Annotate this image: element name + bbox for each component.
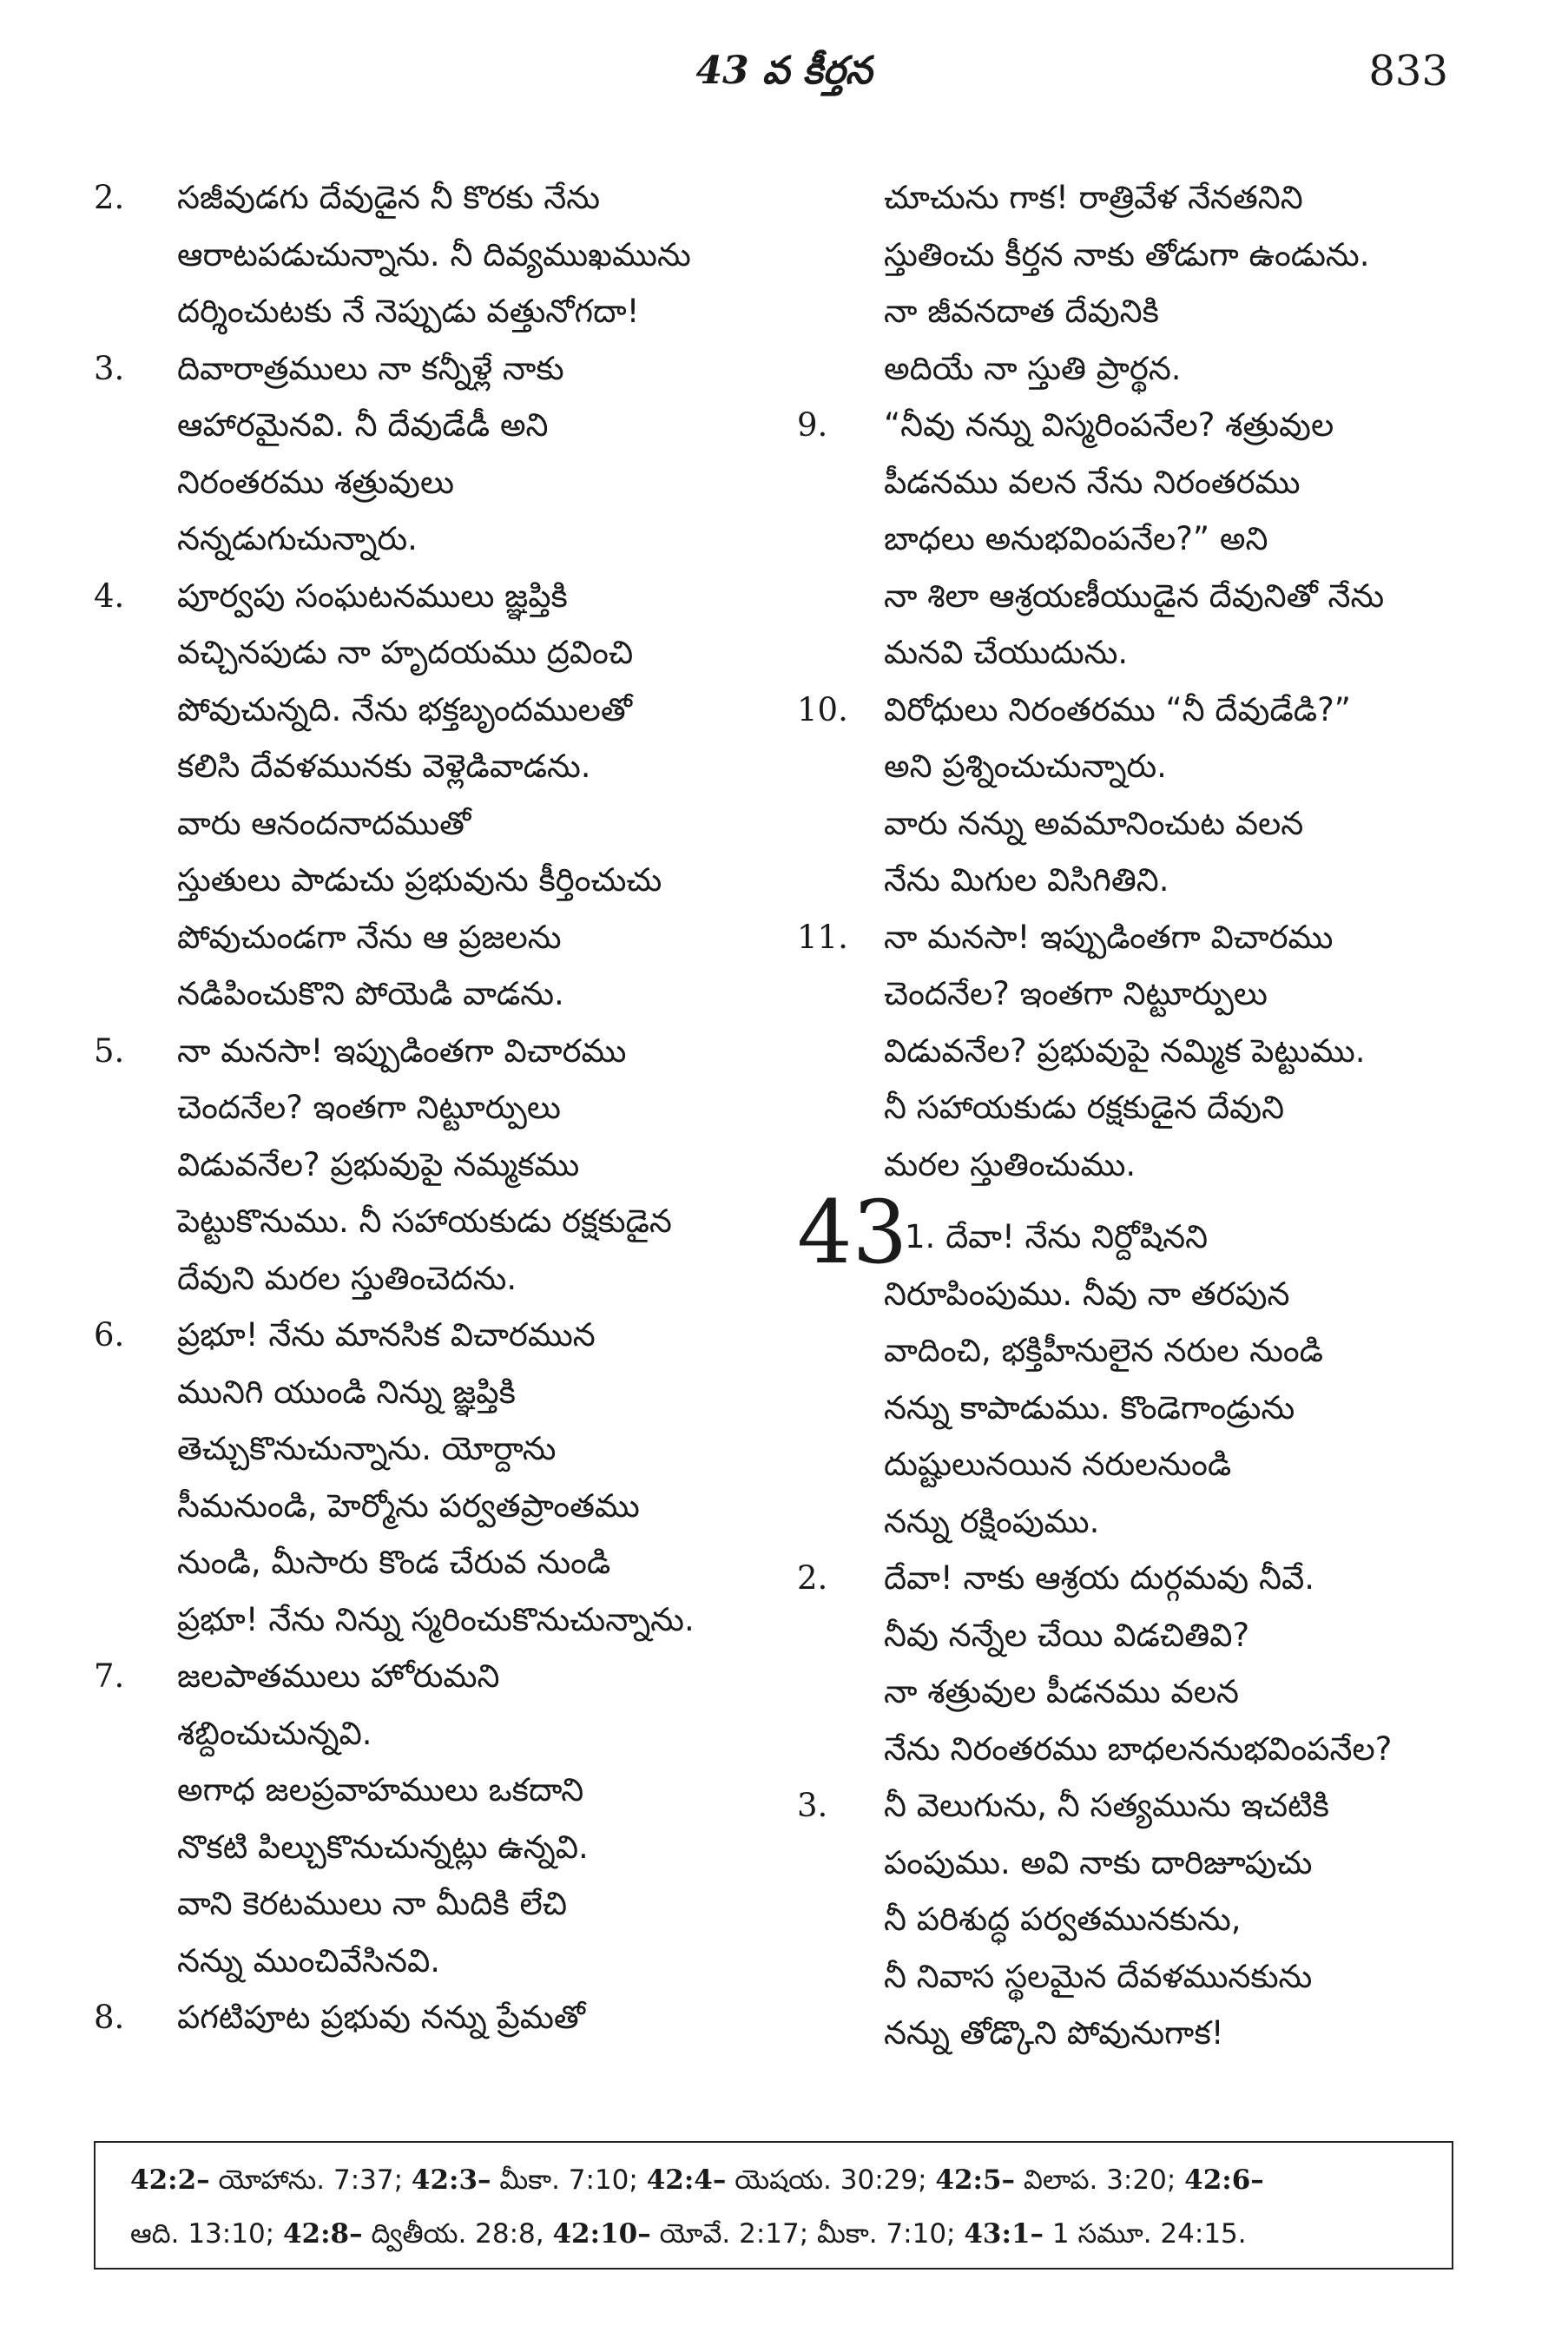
verse-line: నీ పరిశుద్ధ పర్వతమునకును, [884, 1901, 1242, 1938]
verse-line: నడిపించుకొని పోయెడి వాడను. [177, 975, 564, 1012]
verse-line: సీమనుండి, హెర్మోను పర్వతప్రాంతము [177, 1486, 640, 1525]
verse-line: నేను మిగుల విసిగితిని. [884, 861, 1169, 899]
verse-number: 7. [94, 1657, 125, 1695]
verse-line: దర్శించుటకు నే నెప్పుడు వత్తునోగదా! [177, 293, 640, 330]
verse-block [94, 1648, 757, 1989]
verse-block [94, 1989, 757, 2046]
verse-number: 5. [94, 1031, 125, 1070]
verse-line: కలిసి దేవళమునకు వెళ్లెడివాడను. [177, 748, 591, 785]
verse-line: నుండి, మీసారు కొండ చేరువ నుండి [177, 1544, 611, 1581]
verse-line: జలపాతములు హోరుమని [177, 1657, 500, 1695]
verse-line: దివారాత్రములు నా కన్నీళ్లే నాకు [177, 349, 564, 387]
verse-block [94, 1307, 757, 1648]
verse-line: నీ నివాస స్థలమైన దేవళమునకును [884, 1957, 1313, 1995]
verse-line: ఆహారమైనవి. నీ దేవుడేడీ అని [177, 406, 549, 444]
verse-line: అని ప్రశ్నించుచున్నారు. [884, 748, 1167, 785]
footnote-text: మీకా. 7:10; [491, 2164, 647, 2196]
verse-line: నొకటి పిల్చుకొనుచున్నట్లు ఉన్నవి. [177, 1828, 589, 1866]
verse-block [797, 1550, 1453, 1777]
verse-block [94, 1023, 757, 1308]
right-column [797, 169, 1453, 2062]
verse-block [797, 682, 1453, 909]
footnote-text: ద్వితీయ. 28:8, [362, 2218, 553, 2250]
verse-line: అగాధ జలప్రవాహములు ఒకదాని [177, 1771, 584, 1808]
footnote-text: యోహాను. 7:37; [209, 2164, 412, 2196]
verse-number: 9. [797, 406, 828, 444]
verse-number: 3. [94, 349, 125, 387]
footnote-text: యోవే. 2:17; మీకా. 7:10; [650, 2218, 965, 2250]
verse-line: నిరూపింపుము. నీవు నా తరపున [884, 1275, 1290, 1313]
verse-line: బాధలు అనుభవింపనేల?” అని [884, 520, 1268, 557]
verse-block [797, 397, 1453, 682]
chapter-number: 43 [797, 1182, 908, 1283]
verse-line: ఆరాటపడుచున్నాను. నీ దివ్యముఖమును [177, 235, 691, 273]
page-number: 833 [1368, 47, 1448, 96]
verse-line: నన్ను రక్షింపుము. [884, 1502, 1100, 1540]
footnote-text: యెషయ. 30:29; [726, 2164, 936, 2196]
verse-block [800, 169, 1453, 397]
verse-line: పోవుచున్నది. నేను భక్తబృందములతో [177, 690, 633, 728]
verse-line: విరోధులు నిరంతరము “నీ దేవుడేడి?” [884, 690, 1351, 728]
verse-block [94, 169, 757, 340]
verse-line: దేవా! నాకు ఆశ్రయ దుర్గమవు నీవే. [884, 1559, 1315, 1597]
footnote-ref: 42:2– [130, 2164, 210, 2196]
verse-line: చెందనేల? ఇంతగా నిట్టూర్పులు [177, 1089, 561, 1126]
footnote-text: విలాప. 3:20; [1015, 2164, 1185, 2196]
left-column [94, 169, 757, 2046]
verse-line: ప్రభూ! నేను నిన్ను స్మరించుకొనుచున్నాను. [177, 1600, 695, 1638]
verse-line: తెచ్చుకొనుచున్నాను. యోర్దాను [177, 1430, 557, 1467]
verse-line: మునిగి యుండి నిన్ను జ్ఞప్తికి [177, 1373, 516, 1411]
verse-number: 10. [797, 690, 848, 728]
verse-line: సజీవుడగు దేవుడైన నీ కొరకు నేను [177, 179, 601, 216]
verse-line: నేను నిరంతరము బాధలననుభవింపనేల? [884, 1729, 1393, 1768]
footnote-box [94, 2141, 1453, 2270]
verse-line: 1. దేవా! నేను నిర్దోషినని [905, 1218, 1209, 1255]
footnote-ref: 42:10– [552, 2218, 651, 2250]
verse-line: విడువనేల? ప్రభువుపై నమ్మకము [177, 1145, 580, 1183]
footnote-ref: 42:3– [411, 2164, 491, 2196]
footnote-ref: 42:4– [646, 2164, 727, 2196]
chapter-43-start [797, 1182, 1453, 1550]
verse-line: ప్రభూ! నేను మానసిక విచారమున [177, 1316, 596, 1354]
verse-line: వారు నన్ను అవమానించుట వలన [884, 804, 1304, 842]
page-title: 43 వ కీర్తన [695, 49, 873, 93]
verse-block [94, 568, 757, 1023]
verse-number: 8. [94, 1999, 125, 2036]
verse-block [797, 1777, 1453, 2062]
verse-number: 4. [94, 576, 125, 615]
verse-line: అదియే నా స్తుతి ప్రార్థన. [884, 349, 1182, 387]
verse-line: పూర్వపు సంఘటనములు జ్ఞప్తికి [177, 576, 568, 615]
verse-line: నా మనసా! ఇప్పుడింతగా విచారము [177, 1031, 627, 1070]
verse-line: చూచును గాక! రాత్రివేళ నేనతనిని [884, 179, 1303, 216]
verse-number: 11. [797, 918, 848, 956]
footnote-ref: 42:5– [935, 2164, 1016, 2196]
footnote-line [130, 2207, 1417, 2261]
verse-line: వచ్చినపుడు నా హృదయము ద్రవించి [177, 634, 634, 671]
verse-line: విడువనేల? ప్రభువుపై నమ్మిక పెట్టుము. [884, 1031, 1366, 1070]
footnote-text: 1 సమూ. 24:15. [1044, 2218, 1247, 2250]
verse-number: 3. [797, 1787, 828, 1824]
verse-line: పెట్టుకొనుము. నీ సహాయకుడు రక్షకుడైన [177, 1202, 672, 1240]
verse-line: స్తుతించు కీర్తన నాకు తోడుగా ఉండును. [884, 235, 1370, 273]
verse-number: 2. [94, 179, 125, 216]
verse-line: స్తుతులు పాడుచు ప్రభువును కీర్తించుచు [177, 861, 662, 899]
verse-line: చెందనేల? ఇంతగా నిట్టూర్పులు [884, 975, 1268, 1012]
footnote-line [130, 2153, 1417, 2207]
verse-block [797, 909, 1453, 1194]
verse-line: వారు ఆనందనాదముతో [177, 804, 471, 842]
verse-line: నా శిలా ఆశ్రయణీయుడైన దేవునితో నేను [884, 576, 1385, 615]
verse-line: పోవుచుండగా నేను ఆ ప్రజలను [177, 918, 562, 956]
verse-line: పీడనము వలన నేను నిరంతరము [884, 463, 1301, 501]
verse-line: నన్నడుగుచున్నారు. [177, 520, 418, 557]
verse-line: “నీవు నన్ను విస్మరింపనేల? శత్రువుల [884, 406, 1334, 444]
verse-line: మరల స్తుతించుము. [884, 1145, 1136, 1183]
verse-line: వాదించి, భక్తిహీనులైన నరుల నుండి [884, 1332, 1324, 1369]
footnote-text: ఆది. 13:10; [130, 2218, 283, 2250]
verse-line: దుష్టులునయిన నరులనుండి [884, 1446, 1232, 1483]
verse-number: 6. [94, 1316, 125, 1354]
footnote-ref: 43:1– [964, 2218, 1044, 2250]
verse-line: నిరంతరము శత్రువులు [177, 463, 455, 501]
verse-line: నీ వెలుగును, నీ సత్యమును ఇచటికి [884, 1787, 1329, 1824]
verse-line: నన్ను ముంచివేసినవి. [177, 1941, 441, 1980]
verse-line: శబ్దించుచున్నవి. [177, 1714, 372, 1752]
verse-line: నీవు నన్నేల చేయి విడచితివి? [884, 1616, 1250, 1654]
verse-line: నా మనసా! ఇప్పుడింతగా విచారము [884, 918, 1334, 956]
verse-number: 2. [797, 1559, 828, 1597]
verse-line: వాని కెరటములు నా మీదికి లేచి [177, 1885, 568, 1922]
verse-line: దేవుని మరల స్తుతించెదను. [177, 1259, 517, 1297]
verse-line: మనవి చేయుదును. [884, 634, 1129, 671]
footnote-ref: 42:8– [282, 2218, 363, 2250]
verse-line: నన్ను తోడ్కొని పోవునుగాక! [884, 2014, 1224, 2052]
footnote-ref: 42:6– [1184, 2164, 1264, 2196]
verse-block [94, 340, 757, 568]
verse-line: నా జీవనదాత దేవునికి [884, 293, 1159, 330]
verse-line: నీ సహాయకుడు రక్షకుడైన దేవుని [884, 1089, 1285, 1126]
verse-line: పగటిపూట ప్రభువు నన్ను ప్రేమతో [177, 1999, 585, 2036]
verse-line: నా శత్రువుల పీడనము వలన [884, 1673, 1239, 1710]
verse-line: పంపుము. అవి నాకు దారిజూపుచు [884, 1843, 1313, 1881]
verse-line: నన్ను కాపాడుము. కొండెగాండ్రును [884, 1388, 1295, 1426]
